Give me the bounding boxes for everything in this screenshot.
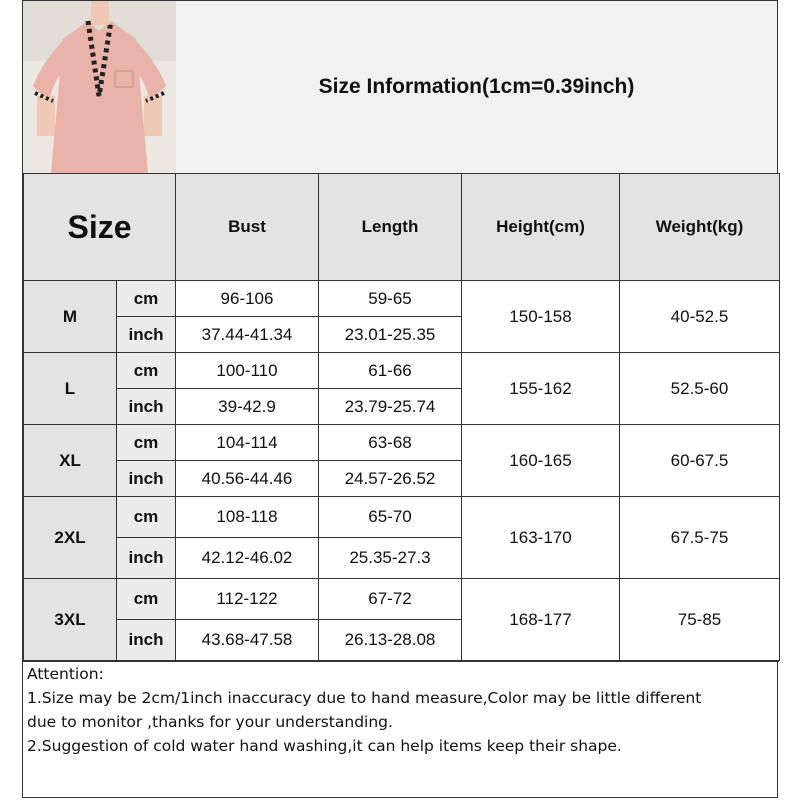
length-inch: 25.35-27.3 [319, 538, 462, 579]
size-label: 3XL [24, 579, 117, 661]
unit-inch: inch [117, 620, 176, 661]
weight-value: 67.5-75 [620, 497, 780, 579]
size-table [23, 173, 780, 661]
bust-cm: 104-114 [176, 425, 319, 461]
unit-cm: cm [117, 497, 176, 538]
notes-line-2: 2.Suggestion of cold water hand washing,it can help items keep their shape. [27, 737, 622, 755]
length-cm: 59-65 [319, 281, 462, 317]
unit-cm: cm [117, 281, 176, 317]
table-row [24, 425, 780, 461]
bust-cm: 96-106 [176, 281, 319, 317]
height-value: 155-162 [462, 353, 620, 425]
height-value: 160-165 [462, 425, 620, 497]
bust-inch: 39-42.9 [176, 389, 319, 425]
unit-inch: inch [117, 538, 176, 579]
unit-inch: inch [117, 461, 176, 497]
weight-value: 40-52.5 [620, 281, 780, 353]
unit-inch: inch [117, 389, 176, 425]
length-inch: 23.79-25.74 [319, 389, 462, 425]
size-label: L [24, 353, 117, 425]
unit-cm: cm [117, 425, 176, 461]
weight-value: 60-67.5 [620, 425, 780, 497]
unit-cm: cm [117, 579, 176, 620]
size-label: 2XL [24, 497, 117, 579]
product-photo [23, 1, 177, 173]
title-cell [176, 1, 777, 173]
table-row [24, 579, 780, 620]
notes-line-1-cont: due to monitor ,thanks for your understanding. [27, 713, 393, 731]
table-header-row [24, 174, 780, 281]
size-label: M [24, 281, 117, 353]
header-size: Size [24, 174, 176, 281]
pajama-model-photo-icon [23, 1, 176, 173]
length-inch: 24.57-26.52 [319, 461, 462, 497]
height-value: 168-177 [462, 579, 620, 661]
notes-heading: Attention: [27, 665, 104, 683]
length-cm: 63-68 [319, 425, 462, 461]
table-row [24, 353, 780, 389]
header-height: Height(cm) [462, 174, 620, 281]
length-cm: 67-72 [319, 579, 462, 620]
header-weight: Weight(kg) [620, 174, 780, 281]
header-length: Length [319, 174, 462, 281]
bust-cm: 108-118 [176, 497, 319, 538]
length-cm: 61-66 [319, 353, 462, 389]
header-bust: Bust [176, 174, 319, 281]
size-chart [22, 0, 778, 798]
bust-inch: 37.44-41.34 [176, 317, 319, 353]
attention-notes [23, 661, 779, 798]
length-inch: 23.01-25.35 [319, 317, 462, 353]
bust-cm: 100-110 [176, 353, 319, 389]
page-title: Size Information(1cm=0.39inch) [318, 75, 635, 98]
unit-inch: inch [117, 317, 176, 353]
bust-inch: 42.12-46.02 [176, 538, 319, 579]
bust-cm: 112-122 [176, 579, 319, 620]
bust-inch: 43.68-47.58 [176, 620, 319, 661]
size-label: XL [24, 425, 117, 497]
weight-value: 75-85 [620, 579, 780, 661]
notes-line-1: 1.Size may be 2cm/1inch inaccuracy due to hand measure,Color may be little different [27, 689, 702, 707]
length-inch: 26.13-28.08 [319, 620, 462, 661]
weight-value: 52.5-60 [620, 353, 780, 425]
table-row [24, 281, 780, 317]
height-value: 150-158 [462, 281, 620, 353]
length-cm: 65-70 [319, 497, 462, 538]
unit-cm: cm [117, 353, 176, 389]
bust-inch: 40.56-44.46 [176, 461, 319, 497]
table-row [24, 497, 780, 538]
height-value: 163-170 [462, 497, 620, 579]
